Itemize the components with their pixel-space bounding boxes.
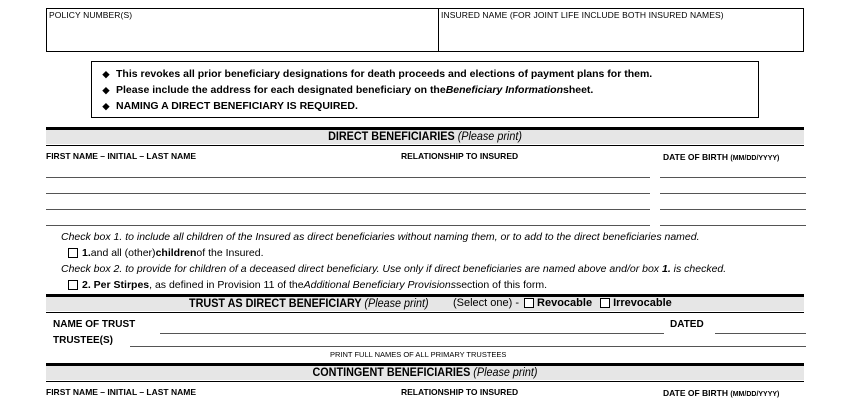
trust-name-label: NAME OF TRUST: [53, 319, 136, 330]
direct-row-2-dob-line[interactable]: [660, 193, 806, 194]
children-note: Check box 1. to include all children of the Insured as direct beneficiaries without naming them, or to add to the direct beneficiaries named.: [61, 231, 700, 243]
trustees-line[interactable]: [130, 346, 806, 347]
notice-line-3: ◆ NAMING A DIRECT BENEFICIARY IS REQUIRED.: [96, 98, 758, 114]
direct-row-1-dob-line[interactable]: [660, 177, 806, 178]
trust-title: TRUST AS DIRECT BENEFICIARY (Please print): [189, 296, 429, 310]
contingent-col-dob: DATE OF BIRTH (MM/DD/YYYY): [663, 388, 780, 398]
direct-row-1-name-line[interactable]: [46, 177, 650, 178]
trust-name-line[interactable]: [160, 333, 664, 334]
trust-type-select: (Select one) - Revocable Irrevocable: [453, 297, 672, 309]
per-stirpes-option: 2. Per Stirpes , as defined in Provision 11 of the Additional Beneficiary Provisions section of this form.: [68, 279, 547, 291]
direct-row-2-name-line[interactable]: [46, 193, 650, 194]
direct-row-3-dob-line[interactable]: [660, 209, 806, 210]
diamond-bullet-icon: ◆: [102, 85, 110, 95]
revocable-checkbox[interactable]: [524, 298, 534, 308]
per-stirpes-checkbox[interactable]: [68, 280, 78, 290]
direct-col-relationship: RELATIONSHIP TO INSURED: [401, 151, 519, 161]
trustees-label: TRUSTEE(S): [53, 335, 113, 346]
direct-row-4-name-line[interactable]: [46, 225, 650, 226]
direct-row-4-dob-line[interactable]: [660, 225, 806, 226]
direct-row-3-name-line[interactable]: [46, 209, 650, 210]
children-checkbox[interactable]: [68, 248, 78, 258]
dated-label: DATED: [670, 319, 704, 330]
revocable-label: Revocable: [537, 297, 593, 309]
insured-name-field[interactable]: [438, 8, 804, 52]
notice-box: [91, 61, 759, 118]
policy-number-label: POLICY NUMBER(S): [49, 10, 133, 20]
direct-col-name: FIRST NAME – INITIAL – LAST NAME: [46, 151, 197, 161]
diamond-bullet-icon: ◆: [102, 69, 110, 79]
children-option: 1. and all (other) children of the Insured.: [68, 247, 264, 259]
per-stirpes-note: Check box 2. to provide for children of a deceased direct beneficiary. Use only if direct beneficiaries are named above and/or box 1. is checked.: [61, 263, 727, 275]
notice-line-1: ◆ This revokes all prior beneficiary designations for death proceeds and elections of payment plans for them.: [96, 66, 758, 82]
irrevocable-label: Irrevocable: [613, 297, 672, 309]
contingent-col-relationship: RELATIONSHIP TO INSURED: [401, 387, 519, 397]
contingent-beneficiaries-title: CONTINGENT BENEFICIARIES (Please print): [312, 365, 538, 379]
section-divider: [46, 312, 804, 313]
direct-col-dob: DATE OF BIRTH (MM/DD/YYYY): [663, 152, 780, 162]
irrevocable-checkbox[interactable]: [600, 298, 610, 308]
section-divider: [46, 145, 804, 146]
insured-name-label: INSURED NAME (FOR JOINT LIFE INCLUDE BOTH INSURED NAMES): [441, 10, 724, 20]
direct-beneficiaries-title: DIRECT BENEFICIARIES (Please print): [328, 129, 522, 143]
policy-number-field[interactable]: [46, 8, 439, 52]
dated-line[interactable]: [715, 333, 806, 334]
contingent-col-name: FIRST NAME – INITIAL – LAST NAME: [46, 387, 197, 397]
diamond-bullet-icon: ◆: [102, 101, 110, 111]
trustees-hint: PRINT FULL NAMES OF ALL PRIMARY TRUSTEES: [330, 350, 507, 359]
notice-line-2: ◆ Please include the address for each designated beneficiary on the Beneficiary Information sheet.: [96, 82, 758, 98]
section-divider: [46, 381, 804, 382]
